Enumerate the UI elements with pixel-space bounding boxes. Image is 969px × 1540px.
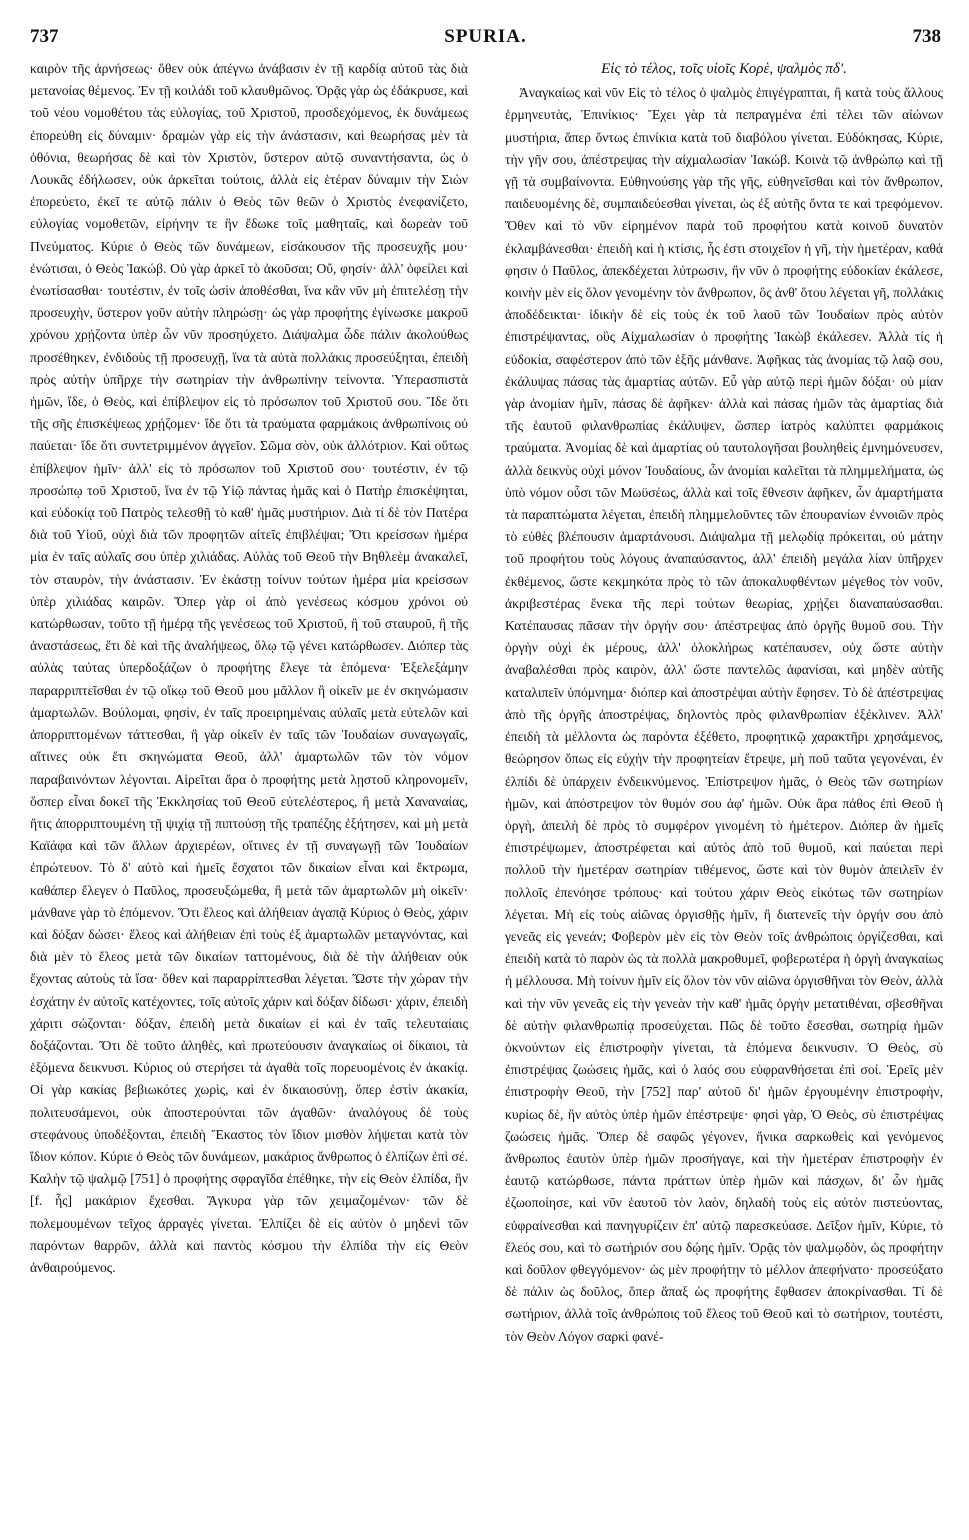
right-column-text: Ἀναγκαίως καὶ νῦν Εἰς τὸ τέλος ὁ ψαλμὸς ἐπιγέγραπται, ἢ κατὰ τοὺς ἄλλους ἑρμηνευτὰς, Ἐπινίκιος· Ἔχει γὰρ τὰ πεπραγμένα ἐπὶ τέλει τῶν αἰώνων μυστήρια, ἅπερ ὄντως ἐπινίκια κατὰ τοῦ διαβόλου γίνεται. Εὐδόκησας, Κύριε, τὴν γῆν σου, ἀπέστρεψας τὴν αἰχμαλωσίαν Ἰακώβ. Κοινὰ τῷ ἀνθρώπῳ καὶ τῇ γῇ τὰ συμβαίνοντα. Εὐθηνούσης γὰρ τῆς γῆς, εὐθηνεῖσθαι καὶ τὸν ἄνθρωπον, παιδευομένης δὲ, συμπαιδεύεσθαι γίνεται, ὡς ἐξ αὐτῆς ὄντα τε καὶ τρεφόμενον. Ὅθεν καὶ τὸ νῦν εἰρημένον παρὰ τοῦ προφήτου κατὰ κοινοῦ δυνατὸν ἐκλαμβάνεσθαι· ἐπειδὴ καὶ ἡ κτίσις, ἧς ἐστι στοιχεῖον ἡ γῆ, τὴν ἡμετέραν, καθά φησιν ὁ Παῦλος, ἀπεκδέχεται λύτρωσιν, ἣν νῦν ὁ προφήτης εὐδοκίαν ἐκάλεσε, κοινὴν μὲν εἰς ὅλον γενομένην τὸν ἄνθρωπον, ὃς ἀνθ' ὅτου λέγεται γῆ, πολλάκις ἀποδέδεικται· ἰδικὴν δὲ εἰς τοὺς ἐκ τοῦ λαοῦ τῶν Ἰουδαίων πρὸς αὐτὸν ἐπιστρέψαντας, οὓς Αἰχμαλωσίαν ὁ προφήτης Ἰακὼβ ἐκάλεσεν. Ἀλλὰ τίς ἡ εὐδοκία, σαφέστερον ἀπὸ τῶν ἑξῆς μάνθανε. Ἀφῆκας τὰς ἀνομίας τῷ λαῷ σου, ἐκάλυψας πάσας τὰς ἁμαρτίας αὐτῶν. Εὖ γὰρ αὐτῷ περὶ ἡμῶν δόξαι· οὐ μίαν γὰρ ἀνομίαν ἡμῖν, πάσας δὲ ἀφῆκεν· ἀλλὰ καὶ πάσας ἡμῶν τὰς ἁμαρτίας διὰ τῆς ἑαυτοῦ φιλανθρωπίας ἐκάλυψεν, ὥσπερ ἰατρὸς καλύπτει φαρμάκοις τραύματα. Ἀνομίας δὲ καὶ ἁμαρτίας οὐ ταυτολογῆσαι βουληθεὶς ἐμνημόνευσεν, ἀλλὰ δεικνὺς οὐχὶ μόνον Ἰουδαίους, ὧν ἀνομίαι καλεῖται τὰ πλημμελήματα, ὡς ὑπὸ νόμον οὖσι τῶν Μωϋσέως, ἀλλὰ καὶ τοῖς ἔθνεσιν ἀφῆκεν, ὧν ἁμαρτήματα τὰ παραπτώματα λέγεται, ἐπειδὴ πλημμελοῦντες τῶν ἐπουρανίων ἐννοιῶν πρὸς τὸ εὐθὲς βλέπουσιν ἁμαρτάνουσι. Διάψαλμα τῇ μελῳδίᾳ πρόκειται, οὐ μάτην τοῦ προφήτου τοὺς λόγους ἀναπαύσαντος, ἀλλ' ἐπειδὴ μεγάλα λίαν ὑπῆρχεν ἐκθέμενος, ὥστε κεκμηκότα πρὸς τὸ τῶν ἀποκαλυφθέντων μέγεθος τὸν νοῦν, ἀκριβεστέρας ἕνεκα τῆς περὶ τούτων θεωρίας, χρῄζει διαναπαύσασθαι. Κατέπαυσας πᾶσαν τὴν ὀργήν σου· ἀπέστρεψας ἀπὸ ὀργῆς θυμοῦ σου. Τὴν ὀργὴν οὐχὶ ἐκ μέρους, ἀλλ' ὁλοκλήρως κατέπαυσεν, οὐχ ὥστε αὐτὴν ἀναβαλέσθαι πρὸς καιρὸν, ἀλλ' ὥστε παντελῶς ἀφανίσαι, καὶ μηδὲν αὐτῆς καταλιπεῖν ὑπόμνημα· διόπερ καὶ ἀποστρέψαι αὐτὴν ἔφησεν. Τὸ δὲ ἀπέστρεψας ἀπὸ τῆς ὀργῆς ἀποστρέψας, δηλοντὸς πρὸς φιλανθρωπίαν ἐξέκλινεν. Ἀλλ' ἐπειδὴ τὰ μέλλοντα ὡς παρόντα ἐξέθετο, προφητικῷ χαρακτῆρι χρησάμενος, θεώρησον ὅπως εἰς εὐχὴν τὴν προφητείαν ἔτρεψε, μὴ ποῦ ταῦτα γεγονέναι, ἐν ἐλπίδι δὲ ὑπάρχειν ἐνδεικνύμενος. Ἐπίστρεψον ἡμᾶς, ὁ Θεὸς τῶν σωτηρίων ἡμῶν, καὶ ἀπόστρεψον τὸν θυμόν σου ἀφ' ἡμῶν. Οὐκ ἄρα πάθος ἐπὶ Θεοῦ ἡ ὀργὴ, ἀπειλὴ δὲ πρὸς τὸ συμφέρον γινομένη τὸ ἡμέτερον. Διόπερ ἂν ἡμεῖς ἐπιστρέψωμεν, ἀποστρέφεται καὶ αὐτὸς ἀπὸ τοῦ θυμοῦ, καὶ παύεται περὶ πολλοῦ τὴν ἡμετέραν σωτηρίαν τιθέμενος, ὥστε καὶ τὸν θυμὸν ἀπειλεῖν ἐν πολλοῖς ἐπενόησε τρόπους· καὶ τούτου χάριν Θεὸς εἰκότως τῶν σωτηρίων λέγεται. Μὴ εἰς τοὺς αἰῶνας ὀργισθῇς ἡμῖν, ἢ διατενεῖς τὴν ὀργήν σου ἀπὸ γενεᾶς εἰς γενεάν; Φοβερὸν μὲν εἰς τὸν Θεὸν τοῖς ἀνθρώποις ὀργίζεσθαι, καὶ ἐπειδὴ κατὰ τὸ παρὸν ὡς τὰ πολλὰ μακροθυμεῖ, φοβερωτέρα ἡ ὀργὴ ἀναγκαίως ἡ μέλλουσα. Μὴ τοίνυν ἡμῖν εἰς ὅλον τὸν νῦν αἰῶνα ὀργισθῆναι τὸν Θεὸν, ἀλλὰ καὶ τὴν νῦν γενεᾶς εἰς τὴν γενεὰν τὴν καθ' ἡμᾶς ὀργὴν μετατιθέναι, σβεσθῆναι δὲ αὐτὴν φιλανθρωπίᾳ προσεύχεται. Πῶς δὲ τοῦτο ἔσεσθαι, σωτηρίᾳ ἡμῶν ὀκνούντων εἰς ἐπιστροφὴν γίνεται, τὰ ἑπόμενα δεικνυσιν. Ὁ Θεὸς, σὺ ἐπιστρέψας ζωώσεις ἡμᾶς, καὶ ὁ λαός σου εὐφρανθήσεται ἐπὶ σοί. Ἐρεῖς μὲν ἐπιστροφὴν Θεοῦ, τὴν [752] παρ' αὐτοῦ δι' ἡμῶν ἐργουμένην ἐπιστροφὴν, κυρίως δὲ, ἣν αὐτὸς ὑπὲρ ἡμῶν ἐπέστρεψε· φησὶ γὰρ, Ὁ Θεὸς, σὺ ἐπιστρέψας ζωώσεις ἡμᾶς. Ὅπερ δὲ σαφῶς γέγονεν, ἥνικα σαρκωθεὶς καὶ γενόμενος ἄνθρωπος ἑαυτὸν ὑπὲρ ἡμῶν προσήγαγε, καὶ τὴν ἡμετέραν ἐπιστροφὴν ἐν ἑαυτῷ κατώρθωσε, πάντα πράττων ὑπὲρ ἡμῶν καὶ πάσχων, δι' ὧν ἡμᾶς ἐζωοποίησε, καὶ νῦν ἑαυτοῦ τὸν λαὸν, δηλαδὴ τοὺς εἰς αὐτὸν πιστεύοντας, εὐφραίνεσθαι καὶ πανηγυρίζειν ἐπ' αὐτῷ παρεσκεύασε. Δεῖξον ἡμῖν, Κύριε, τὸ ἔλεός σου, καὶ τὸ σωτήριόν σου δῴης ἡμῖν. Ὁρᾷς τὸν ψαλμῳδὸν, ὡς προφήτην καὶ δοῦλον φθεγγόμενον· ὡς μὲν προφήτην τὸ μέλλον ἀπεφήνατο· προσεύξατο δὲ πάλιν ὡς δοῦλος, ὅπερ ἅπαξ ὡς προφήτης ἔφθασεν ἀποκρίνασθαι. Τί δὲ σωτήριον, ἀλλὰ τοῖς ἀνθρώποις τοῦ ἔλεος τοῦ Θεοῦ καὶ τὸ σωτήριον, τουτέστι, τὸν Θεὸν Λόγον σαρκὶ φανέ- — [505, 85, 943, 1344]
page-number-left: 737 — [30, 26, 59, 47]
page-number-right: 738 — [912, 26, 941, 47]
left-column — [30, 58, 468, 1528]
running-header — [30, 26, 941, 50]
psalm-title: Εἰς τὸ τέλος, τοῖς υἱοῖς Κορὲ, ψαλμὸς πδ'. — [601, 61, 847, 77]
right-column — [505, 58, 943, 1528]
running-title: SPURIA. — [444, 26, 527, 47]
left-column-text: καιρὸν τῆς ἀρνήσεως· ὅθεν οὐκ ἀπέγνω ἀνάβασιν ἐν τῇ καρδίᾳ αὐτοῦ τὰς διὰ μετανοίας θέμενος. Ἐν τῇ κοιλάδι τοῦ κλαυθμῶνος. Ὁρᾷς γὰρ ὡς ἐδάκρυσε, καὶ τοῦ νέου νομοθέτου τὰς εὐλογίας, τοῦ Χριστοῦ, προσδεχόμενος, ἐκ δυνάμεως ἐπορεύθη εἰς δύναμιν· δραμὼν γὰρ εἰς τὴν ἀνάστασιν, καὶ θεωρήσας μὲν τὰ ὀθόνια, θεωρήσας δὲ καὶ τὸν Χριστὸν, ὕστερον αὐτῷ συναντήσαντα, ὡς ὁ Λουκᾶς ἐδήλωσεν, οὐκ ἀρκεῖται τούτοις, ἀλλὰ εἰς ἑτέραν δύναμιν τὴν Σιὼν ἐπορεύετο, ἐκεῖ τε αὐτῷ πάλιν ὁ Θεὸς τῶν θεῶν ὁ Χριστὸς ἐνεφανίζετο, εὐλογίας νομοθετῶν, εἰρήνην τε ἣν ἔδωκε τοῖς μαθηταῖς, καὶ δωρεὰν τοῦ Πνεύματος. Κύριε ὁ Θεὸς τῶν δυνάμεων, εἰσάκουσον τῆς προσευχῆς μου· ἐνώτισαι, ὁ Θεὸς Ἰακώβ. Οὐ γὰρ ἀρκεῖ τὸ ἀκοῦσαι; Οὔ, φησίν· ἀλλ' ὀφείλει καὶ ἐνωτίσασθαι· τουτέστιν, ἐν τοῖς ὠσὶν ἀποθέσθαι, ἵνα κἂν νῦν μὴ ἐπιτελέσῃ τὴν προσευχὴν, ὕστερον γοῦν αὐτὴν πληρώσῃ· ὡς γὰρ προφήτης ἐγίνωσκε μακροῦ χρόνου χρῄζοντα ὑπὲρ ὧν νῦν προσηύχετο. Διάψαλμα ὧδε πάλιν ἀκολούθως προσέθηκεν, ἐνδιδοὺς τῇ προσευχῇ, ἵνα τὰ αὐτὰ πολλάκις προσεύξηται, ἐπειδὴ πρὸς αὐτὴν ὑπῆρχε τὴν σωτηρίαν τὴν ἀνθρωπίνην τείνοντα. Ὑπερασπιστὰ ἡμῶν, ἴδε, ὁ Θεὸς, καὶ ἐπίβλεψον εἰς τὸ πρόσωπον τοῦ Χριστοῦ σου. Ἴδε ὅτι τῆς σῆς ἐπισκέψεως χρῄζομεν· ἴδε ὅτι τὰ τραύματα φαρμάκοις ἀνθρωπίνοις οὐ παύεται· ἴδε ὅτι συντετριμμένον ἀγγεῖον. Σῶμα σὸν, οὐκ ἀλλότριον. Καὶ οὕτως ἐπίβλεψον ἡμῖν· ἀλλ' εἰς τὸ πρόσωπον τοῦ Χριστοῦ σου· τουτέστιν, ἐν τῷ προσώπῳ τοῦ Χριστοῦ, ἵνα ἐν τῷ Υἱῷ πάντας ἡμᾶς καὶ ὁ Πατὴρ ἐπισκέψηται, καὶ εὐδοκίᾳ τοῦ Πατρὸς τελεσθῇ τὸ καθ' ἡμᾶς μυστήριον. Διὰ τί δὲ τὸν Πατέρα διὰ τοῦ Υἱοῦ, οὐχὶ διὰ τῶν προφητῶν αἰτεῖς ἐπιβλέψαι; Ὅτι κρείσσων ἡμέρα μία ἐν ταῖς αὐλαῖς σου ὑπὲρ χιλιάδας. Αὐλὰς τοῦ Θεοῦ τὴν Βηθλεὲμ ἀνακαλεῖ, τὸν σταυρὸν, τὴν ἀνάστασιν. Ἐν ἑκάστῃ τοίνυν τούτων ἡμέρα μία κρείσσων ὑπὲρ χιλιάδας καιρῶν. Ὅπερ γὰρ οἱ ἀπὸ γενέσεως κόσμου χρόνοι οὐ κατώρθωσαν, τοῦτο τῇ ἡμέρᾳ τῆς γενέσεως τοῦ Χριστοῦ, ἢ τοῦ σταυροῦ, ἢ τῆς ἀναστάσεως, ἔτι δὲ καὶ τῆς ἀναλήψεως, ὅλῳ τῷ γένει κατώρθωσεν. Διόπερ τὰς αὐλὰς ταύτας ὑπερδοξάζων ὁ προφήτης ἔλεγε τὰ ἑπόμενα· Ἐξελεξάμην παραρριπτεῖσθαι ἐν τῷ οἴκῳ τοῦ Θεοῦ μου μᾶλλον ἢ οἰκεῖν με ἐν σκηνώμασιν ἁμαρτωλῶν. Βούλομαι, φησὶν, ἐν ταῖς προειρημέναις αὐλαῖς μετὰ εὐτελῶν καὶ ἀπορριπτομένων τάττεσθαι, ἢ γὰρ οἰκεῖν ἐν ταῖς τῶν Ἰουδαίων συναγωγαῖς, αἵτινες οὐκ ἔτι σκηνώματα Θεοῦ, ἀλλ' ἁμαρτωλῶν τῶν τὸν νόμον παραβαινόντων λέγονται. Αἱρεῖται ἄρα ὁ προφήτης μετὰ λῃστοῦ κληρονομεῖν, ὅσπερ εἶναι δοκεῖ τῆς Ἐκκλησίας τοῦ Θεοῦ εὐτελέστερος, ἢ μετὰ Χαναναίας, ἥτις ἀπορριπτουμένη τῇ ψιχίᾳ τῇ πιπτούσῃ τῆς τραπέζης ἐξήτησεν, καὶ μὴ μετὰ Καϊάφα καὶ τῶν ἄλλων ἀρχιερέων, οἵτινες ἐν τῇ συναγωγῇ τῶν Ἰουδαίων ἐπρώτευον. Τὸ δ' αὐτὸ καὶ ἡμεῖς ἔσχατοι τῶν δικαίων εἶναι καὶ ἔκτρωμα, καθάπερ ἔλεγεν ὁ Παῦλος, προσευξώμεθα, ἢ μετὰ τῶν ἁμαρτωλῶν μὴ οἰκεῖν· μάνθανε γὰρ τὸ ἑπόμενον. Ὅτι ἔλεος καὶ ἀλήθειαν ἀγαπᾷ Κύριος ὁ Θεὸς, χάριν καὶ δόξαν δώσει· ἔλεος καὶ ἀλήθειαν ἐπὶ τοὺς ἐξ ἁμαρτωλῶν μεταγνόντας, καὶ διὰ μὲν τὸ ἔλεος μετὰ τῶν δικαίων ταττομένους, διὰ δὲ τὴν ἀλήθειαν οὐκ ἔχοντας αὐτοὺς τὰ ἴσα· ὅθεν καὶ παραρρίπτεσθαι λέγεται. Ὥστε τὴν χώραν τὴν ἐσχάτην ἐν αὐτοῖς κατέχοντες, τοῖς αὐτοῖς χάριν καὶ δόξαν δίδωσι· χάριν, ἐπειδὴ χάριτι σώζονται· δόξαν, ἐπειδὴ μετὰ δικαίων εἰ καὶ ἐν ταῖς τελευταίαις δοξάζονται. Ὅτι δὲ τοῦτο ἀληθὲς, καὶ πρωτεύουσιν ἀναγκαίως οἱ δίκαιοι, τὰ ἑξόμενα δεικνυσι. Κύριος οὐ στερήσει τὰ ἀγαθὰ τοῖς πορευομένοις ἐν ἀκακίᾳ. Οἱ γὰρ κακίας βεβιωκότες χωρὶς, καὶ ἐν δικαιοσύνῃ, ὅπερ ἐστὶν ἀκακία, πολιτευσάμενοι, οὐκ ἀποστερούνται τῶν ἀγαθῶν· ἀναλόγους δὲ τοὺς στεφάνους ὑποδέξονται, ἐπειδὴ Ἕκαστος τὸν ἴδιον μισθὸν λήψεται κατὰ τὸν ἴδιον κόπον. Κύριε ὁ Θεὸς τῶν δυνάμεων, μακάριος ἄνθρωπος ὁ ἐλπίζων ἐπὶ σέ. Καλὴν τῷ ψαλμῷ [751] ὁ προφήτης σφραγῖδα ἐπέθηκε, τὴν εἰς Θεὸν ἐλπίδα, ἣν [f. ἧς] μακάριον ἔχεσθαι. Ἄγκυρα γὰρ τῶν χειμαζομένων· τῶν δὲ πολεμουμένων τεῖχος ἀρραγὲς γίνεται. Ἐλπίζει δὲ εἰς αὐτὸν ὁ μηδενὶ τῶν παρόντων θαρρῶν, ἀλλὰ καὶ παντὸς κόσμου τὴν ἐλπίδα τὴν εἰς Θεὸν ἀνθαιρούμενος. — [30, 61, 468, 1275]
